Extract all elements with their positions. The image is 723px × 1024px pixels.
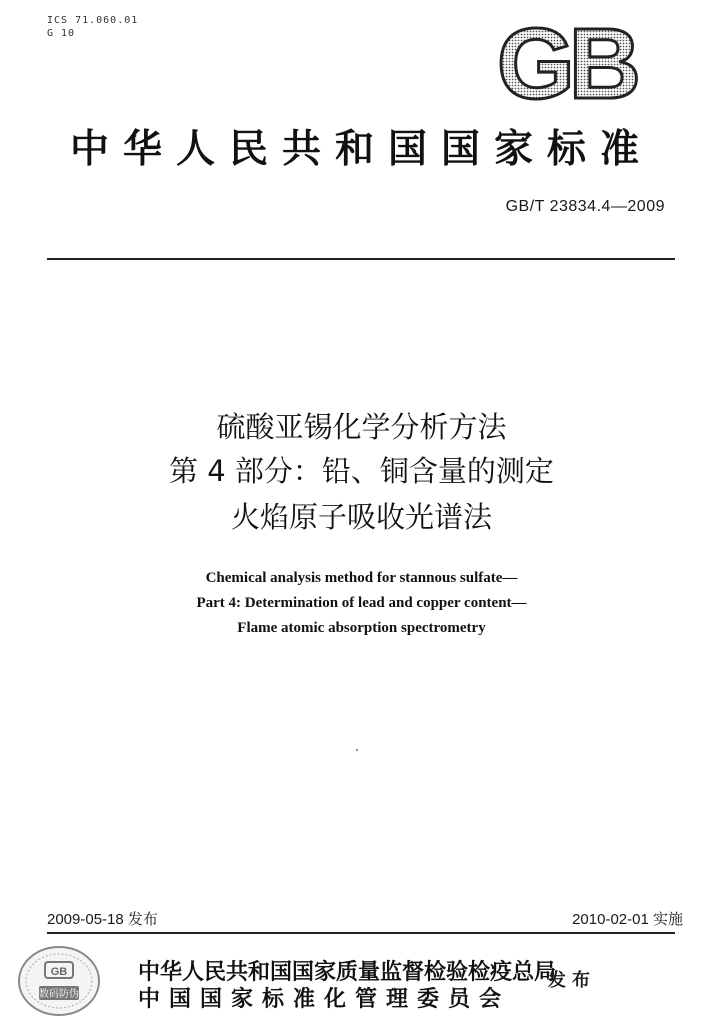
title-cn-line2: 第 4 部分：铅、铜含量的测定 [169,454,554,488]
title-en-line3: Flame atomic absorption spectrometry [237,620,486,636]
anti-counterfeit-seal [16,944,102,1018]
publish-label: 发布 [548,970,596,991]
issuer-line2: 中国国家标准化管理委员会 [138,986,511,1012]
ccs-code: G 10 [47,28,76,39]
gb-logo [487,18,645,110]
footer-divider [47,932,675,934]
issue-date: 2009-05-18 发布 [47,911,158,928]
svg-text:GB: GB [497,18,635,110]
title-en-line2: Part 4: Determination of lead and copper content— [196,595,527,611]
svg-text:数码防伪: 数码防伪 [39,989,79,1000]
national-standard-heading: 中华人民共和国国家标准 [69,126,653,172]
title-cn-line3: 火焰原子吸收光谱法 [230,500,492,534]
ics-code: ICS 71.060.01 [47,15,139,26]
issuer-line1: 中华人民共和国国家质量监督检验检疫总局 [138,959,557,985]
header-divider [47,258,675,260]
scan-speck [356,749,358,751]
title-cn-line1: 硫酸亚锡化学分析方法 [216,410,507,444]
classification-codes [47,14,138,40]
svg-text:GB: GB [50,966,68,978]
title-en-line1: Chemical analysis method for stannous sulfate— [205,570,518,586]
standard-number: GB/T 23834.4—2009 [505,198,665,215]
implementation-date: 2010-02-01 实施 [572,911,683,928]
